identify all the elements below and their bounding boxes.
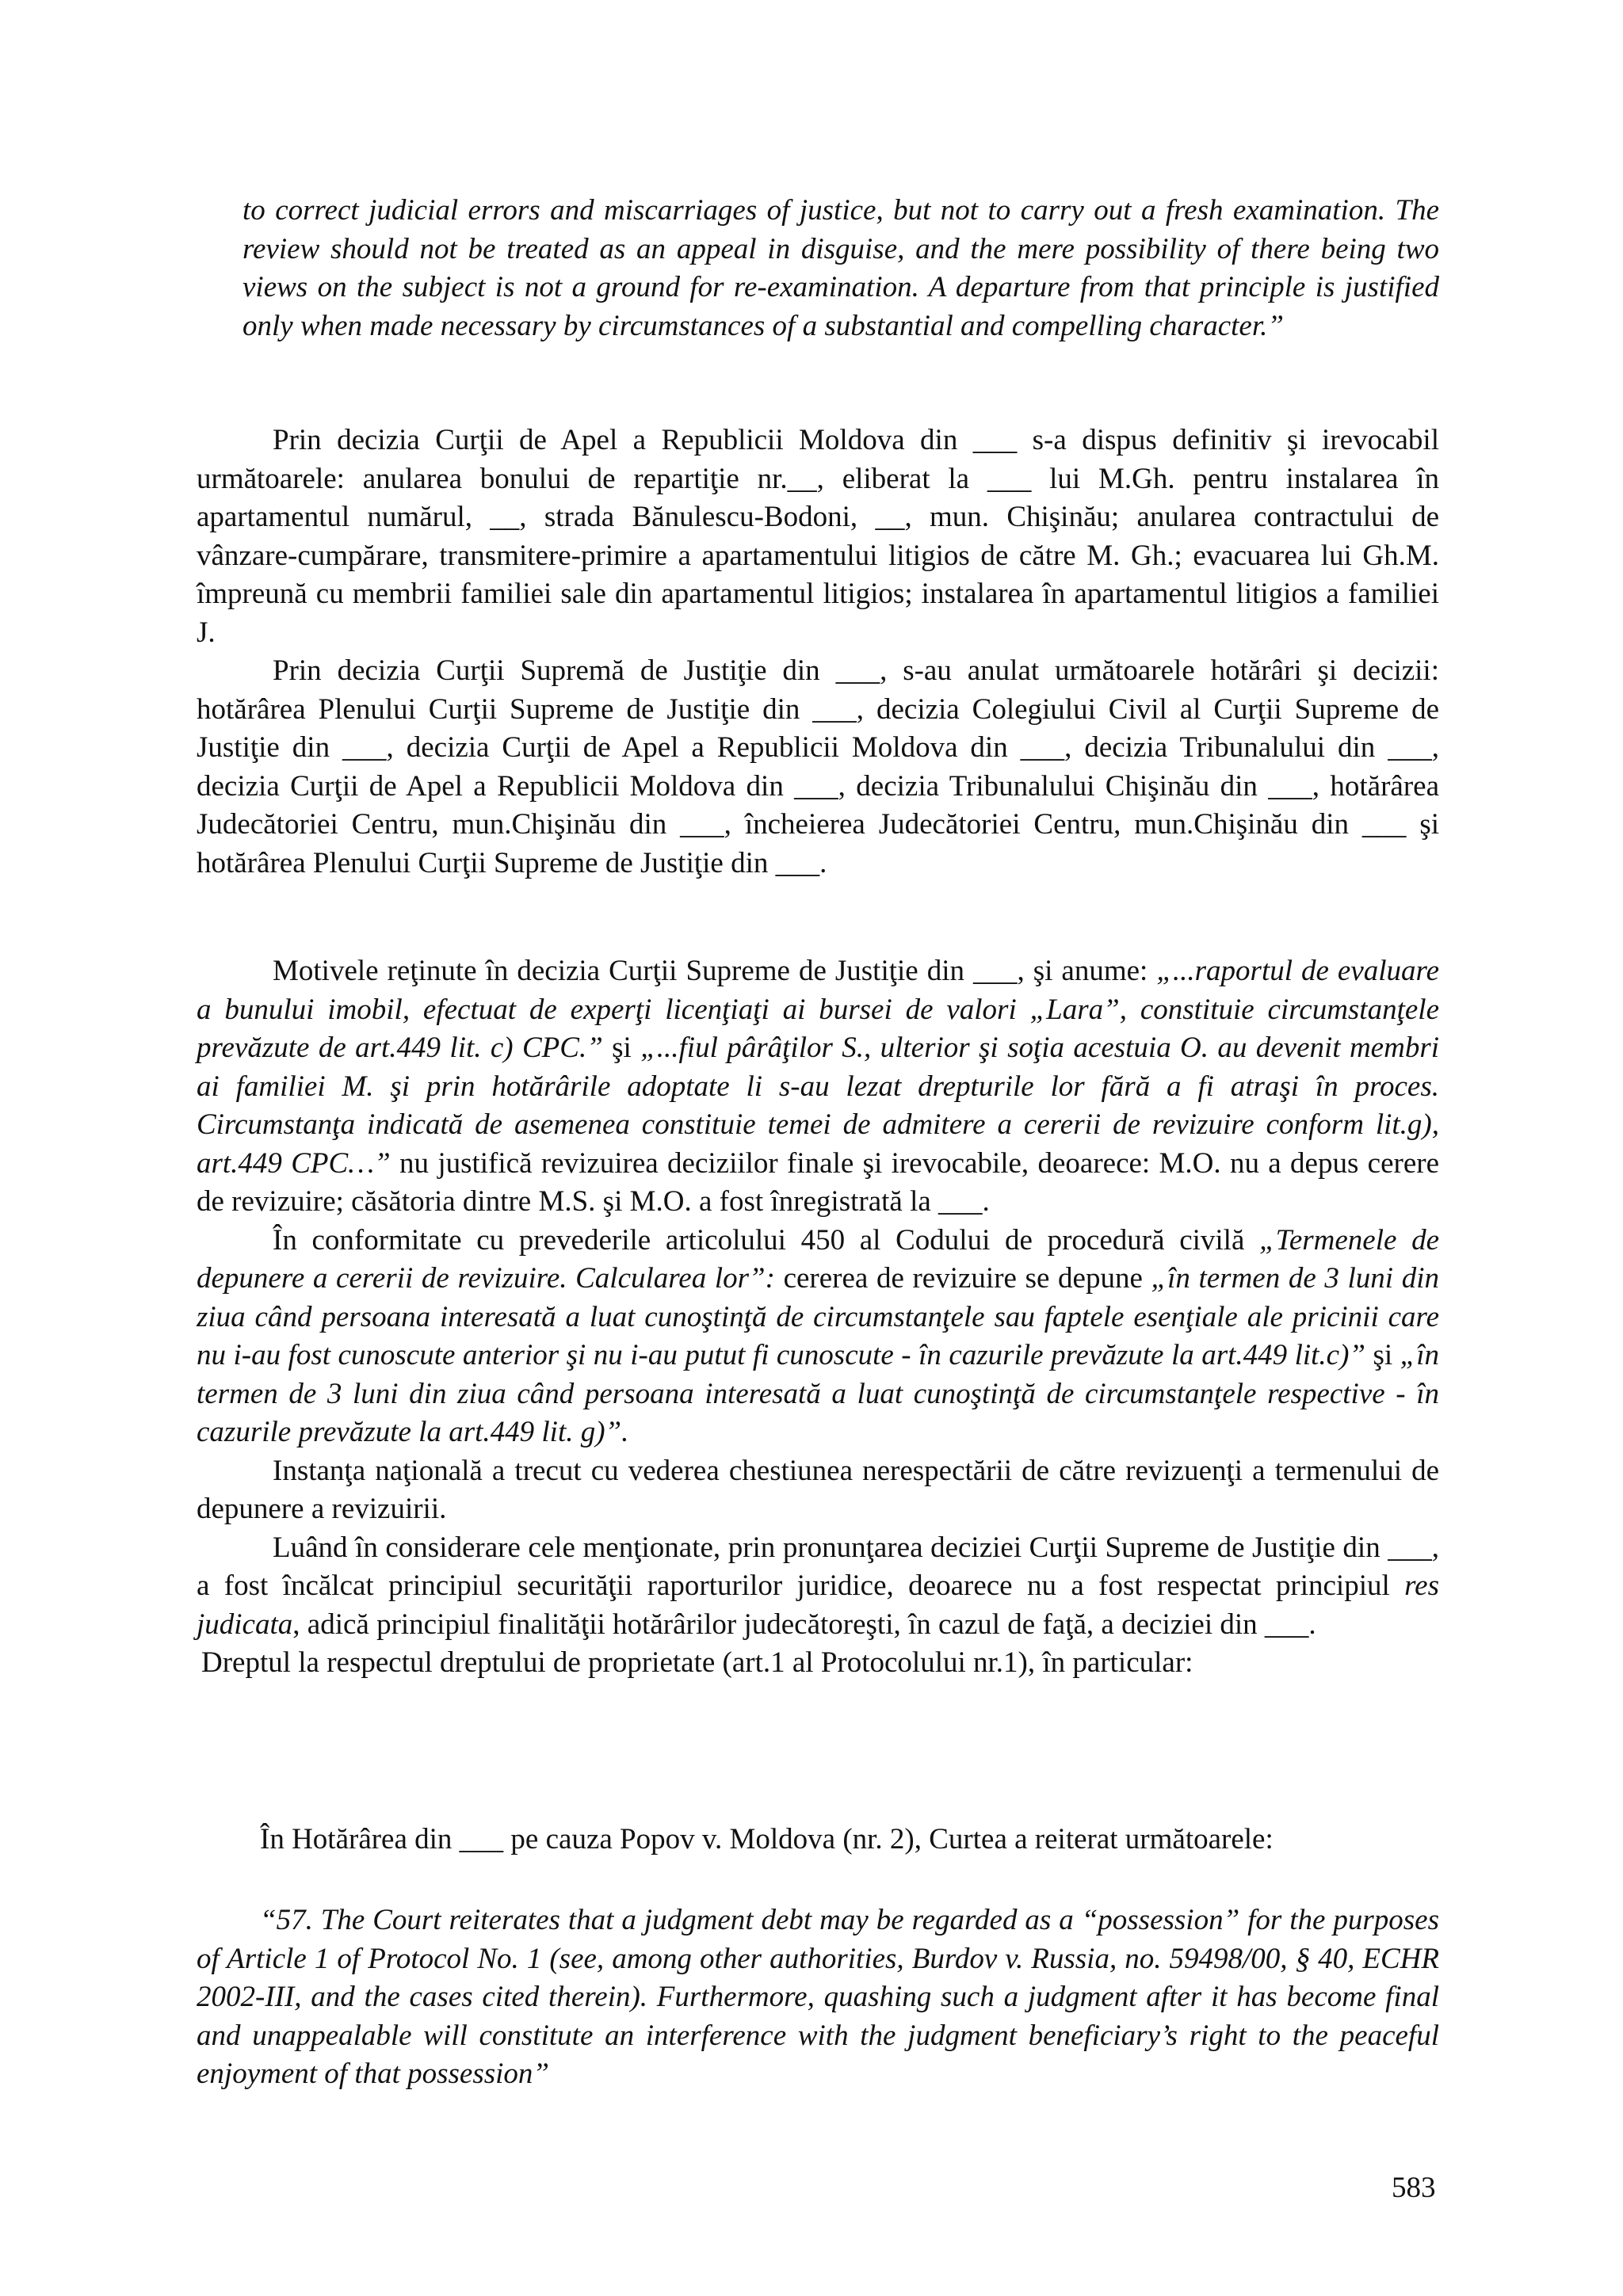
body-block-2 [197,952,1439,1683]
art450-title: „Termenele de depunere a cererii de revizuire. Calcularea lor”: [197,1223,1440,1295]
motives-quote-2: „...fiul pârâţilor S., ulterior şi soţia acestuia O. au devenit membri ai familiei M. şi prin hotărârile adoptate li s-au lezat drepturile lor fără a fi atraşi în proces. Circumstanţa indicată de asemenea constituie temei de admitere a cererii de revizuire conform lit.g), art.449 CPC…” [197,1032,1439,1180]
art450-text-a: În conformitate cu prevederile articolului 450 al Codului de procedură civilă [273,1223,1260,1257]
body-block-1 [197,421,1439,883]
art450-text-e: şi [1365,1339,1400,1371]
paragraph-decision-supreme: Prin decizia Curţii Supremă de Justiţie din ___, s-au anulat următoarele hotărâri şi decizii: hotărârea Plenului Curţii Supreme de Justiţie din ___, decizia Colegiului Civil al Curţii Supreme de Justiţie din ___, decizia Curţii de Apel a Republicii Moldova din ___, decizia Tribunalului din ___, decizia Curţii de Apel a Republicii Moldova din ___, decizia Tribunalului Chişinău din ___, hotărârea Judecătoriei Centru, mun.Chişinău din ___, încheierea Judecătoriei Centru, mun.Chişinău din ___ şi hotărârea Plenului Curţii Supreme de Justiţie din ___. [197,654,1439,879]
paragraph-article-450 [197,1222,1439,1452]
motives-quote-1: „...raportul de evaluare a bunului imobil, efectuat de experţi licenţiaţi ai bursei de valori „Lara”, constituie circumstanţele prevăzute de art.449 lit. c) CPC.” [197,955,1440,1064]
conclusion-text-a: Luând în considerare cele menţionate, prin pronunţarea deciziei Curţii Supreme de Justiţie din ___, a fost încălcat principiul securităţii raporturilor juridice, deoarece nu a fost respectat principiul [197,1531,1439,1602]
res-judicata: res judicata [197,1569,1439,1641]
paragraph-conclusion [197,1529,1439,1645]
art450-quote-1: „în termen de 3 luni din ziua când persoana interesată a luat cunoştinţă de circumstanţele sau faptele esenţiale ale pricinii care nu i-au fost cunoscute anterior şi nu i-au putut fi cunoscute - în cazurile prevăzute la art.449 lit.c)” [197,1262,1439,1371]
intro-quote [242,192,1439,345]
motives-text-c: şi [602,1032,641,1064]
closing-quote [197,1901,1439,2094]
motives-text-a: Motivele reţinute în decizia Curţii Supreme de Justiţie din ___, şi anume: [273,955,1157,987]
page-number: 583 [1392,2172,1436,2204]
paragraph-decision-appeal: Prin decizia Curţii de Apel a Republicii Moldova din ___ s-a dispus definitiv şi irevocabil următoarele: anularea bonului de repartiţie nr.__, eliberat la ___ lui M.Gh. pentru instalarea în apartamentul numărul, __, strada Bănulescu-Bodoni, __, mun. Chişinău; anularea contractului de vânzare-cumpărare, transmitere-primire a apartamentului litigios de către M. Gh.; evacuarea lui Gh.M. împreună cu membrii familiei sale din apartamentul litigios; instalarea în apartamentul litigios a familiei J. [197,424,1439,649]
paragraph-motives [197,952,1439,1222]
conclusion-text-c: , adică principiul finalităţii hotărârilor judecătoreşti, în cazul de faţă, a deciziei din ___. [292,1608,1316,1641]
body-block-3 [197,1821,1439,1859]
paragraph-property-right: Dreptul la respectul dreptului de proprietate (art.1 al Protocolului nr.1), în particular: [201,1646,1193,1679]
intro-quote-text: to correct judicial errors and miscarriages of justice, but not to carry out a fresh examination. The review should not be treated as an appeal in disguise, and the mere possibility of there being two views on the subject is not a ground for re-examination. A departure from that principle is justified only when made necessary by circumstances of a substantial and compelling character.” [242,194,1439,342]
art450-text-c: cererea de revizuire se depune [774,1262,1151,1295]
paragraph-national-instance: Instanţa naţională a trecut cu vederea chestiunea nerespectării de către revizuenţi a termenului de depunere a revizuirii. [197,1454,1439,1525]
paragraph-popov-case: În Hotărârea din ___ pe cauza Popov v. Moldova (nr. 2), Curtea a reiterat următoarele: [260,1823,1274,1855]
closing-quote-text: “57. The Court reiterates that a judgment debt may be regarded as a “possession” for the purposes of Article 1 of Protocol No. 1 (see, among other authorities, Burdov v. Russia, no. 59498/00, § 40, ECHR 2002-III, and the cases cited therein). Furthermore, quashing such a judgment after it has become final and unappealable will constitute an interference with the judgment beneficiary’s right to the peaceful enjoyment of that possession” [197,1904,1439,2090]
motives-text-e: nu justifică revizuirea deciziilor finale şi irevocabile, deoarece: M.O. nu a depus cerere de revizuire; căsătoria dintre M.S. şi M.O. a fost înregistrată la ___. [197,1146,1439,1218]
art450-quote-2: „în termen de 3 luni din ziua când persoana interesată a luat cunoştinţă de circumstanţele respective - în cazurile prevăzute la art.449 lit. g)”. [197,1339,1439,1448]
